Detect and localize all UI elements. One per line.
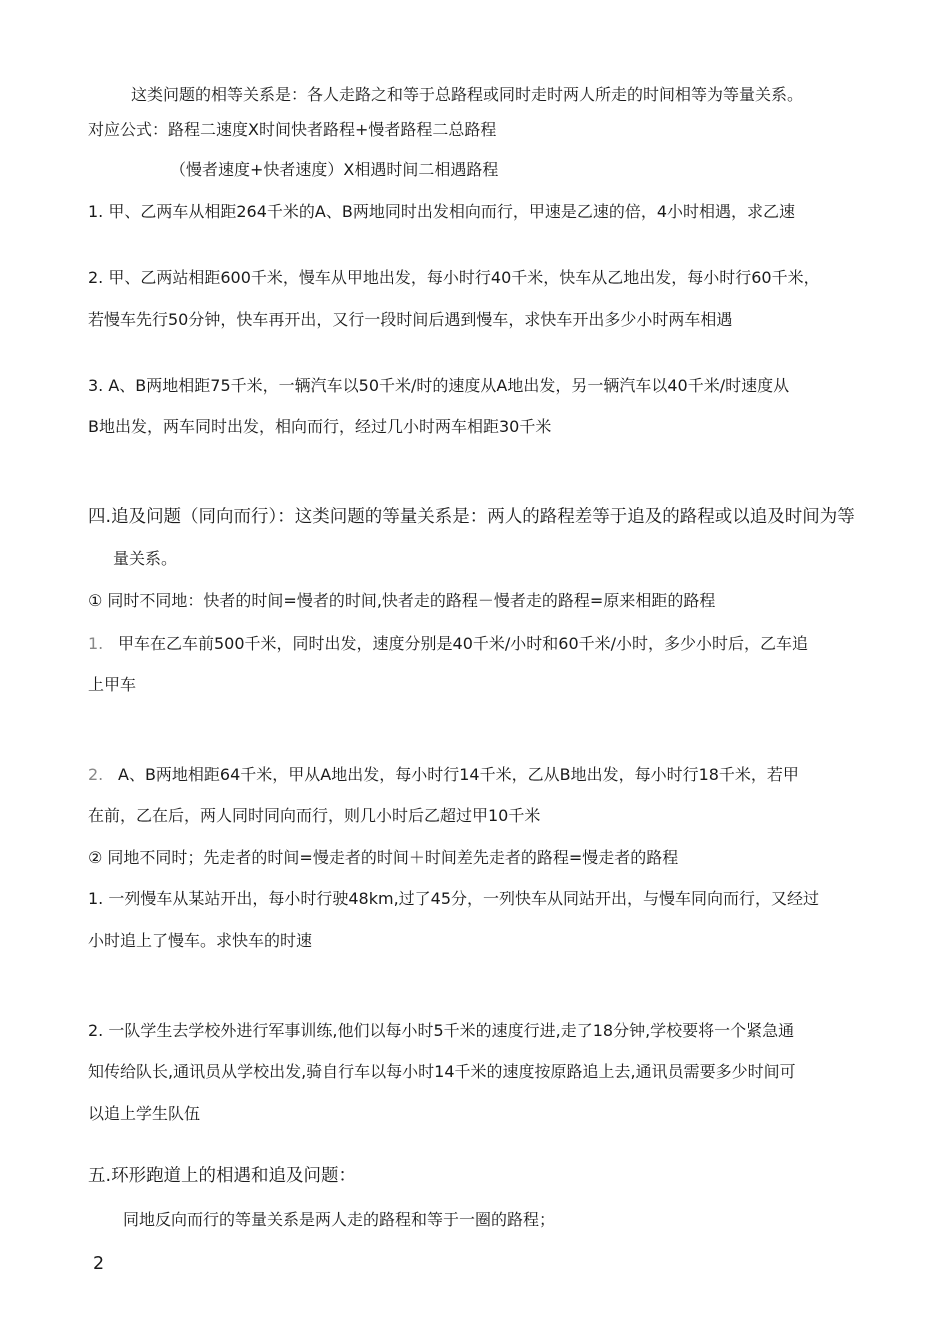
question-2-line: 2. 一队学生去学校外进行军事训练,他们以每小时5千米的速度行进,走了18分钟,学校要将一个紧急通: [88, 1021, 795, 1040]
question-2-line: 在前，乙在后，两人同时同向而行，则几小时后乙超过甲10千米: [88, 806, 541, 825]
question-2-line: A、B两地相距64千米，甲从A地出发，每小时行14千米，乙从B地出发，每小时行18千米，若甲: [118, 765, 799, 784]
question-2-line: 知传给队长,通讯员从学校出发,骑自行车以每小时14千米的速度按原路追上去,通讯员需要多少时间可: [88, 1062, 796, 1081]
question-number: 1.: [88, 634, 104, 653]
text-line: 量关系。: [113, 549, 178, 568]
subsection-heading: ② 同地不同时；先走者的时间=慢走者的时间＋时间差先走者的路程=慢走者的路程: [88, 848, 679, 867]
question-1-line: 1. 一列慢车从某站开出，每小时行驶48km,过了45分，一列快车从同站开出，与慢车同向而行，又经过: [88, 889, 820, 908]
page-number: 2: [93, 1254, 105, 1274]
question-number: 2.: [88, 765, 104, 784]
question-1-line: 小时追上了慢车。求快车的时速: [88, 931, 313, 950]
subsection-heading: ① 同时不同地：快者的时间=慢者的时间,快者走的路程－慢者走的路程=原来相距的路程: [88, 591, 716, 610]
question-1-line: 上甲车: [88, 675, 137, 694]
text-line: 对应公式：路程二速度X时间快者路程+慢者路程二总路程: [88, 120, 497, 139]
text-line: 这类问题的相等关系是：各人走路之和等于总路程或同时走时两人所走的时间相等为等量关系。: [131, 85, 804, 104]
question-2-line: 若慢车先行50分钟，快车再开出，又行一段时间后遇到慢车，求快车开出多少小时两车相遇: [88, 310, 733, 329]
question-3-line: B地出发，两车同时出发，相向而行，经过几小时两车相距30千米: [88, 417, 552, 436]
section-heading-4: 四.追及问题（同向而行）：这类问题的等量关系是：两人的路程差等于追及的路程或以追及时间为等: [88, 507, 855, 527]
question-2-line: 2. 甲、乙两站相距600千米，慢车从甲地出发，每小时行40千米，快车从乙地出发，每小时行60千米，: [88, 268, 820, 287]
question-3-line: 3. A、B两地相距75千米，一辆汽车以50千米/时的速度从A地出发，另一辆汽车以40千米/时速度从: [88, 376, 790, 395]
text-line: 同地反向而行的等量关系是两人走的路程和等于一圈的路程；: [123, 1210, 556, 1229]
question-1-line: 1. 甲、乙两车从相距264千米的A、B两地同时出发相向而行，甲速是乙速的倍，4小时相遇，求乙速: [88, 202, 795, 221]
section-heading-5: 五.环形跑道上的相遇和追及问题：: [88, 1166, 357, 1186]
question-1-line: 甲车在乙车前500千米，同时出发，速度分别是40千米/小时和60千米/小时，多少小时后，乙车追: [118, 634, 809, 653]
text-line: （慢者速度+快者速度）X相遇时间二相遇路程: [170, 160, 499, 179]
question-2-line: 以追上学生队伍: [88, 1104, 201, 1123]
